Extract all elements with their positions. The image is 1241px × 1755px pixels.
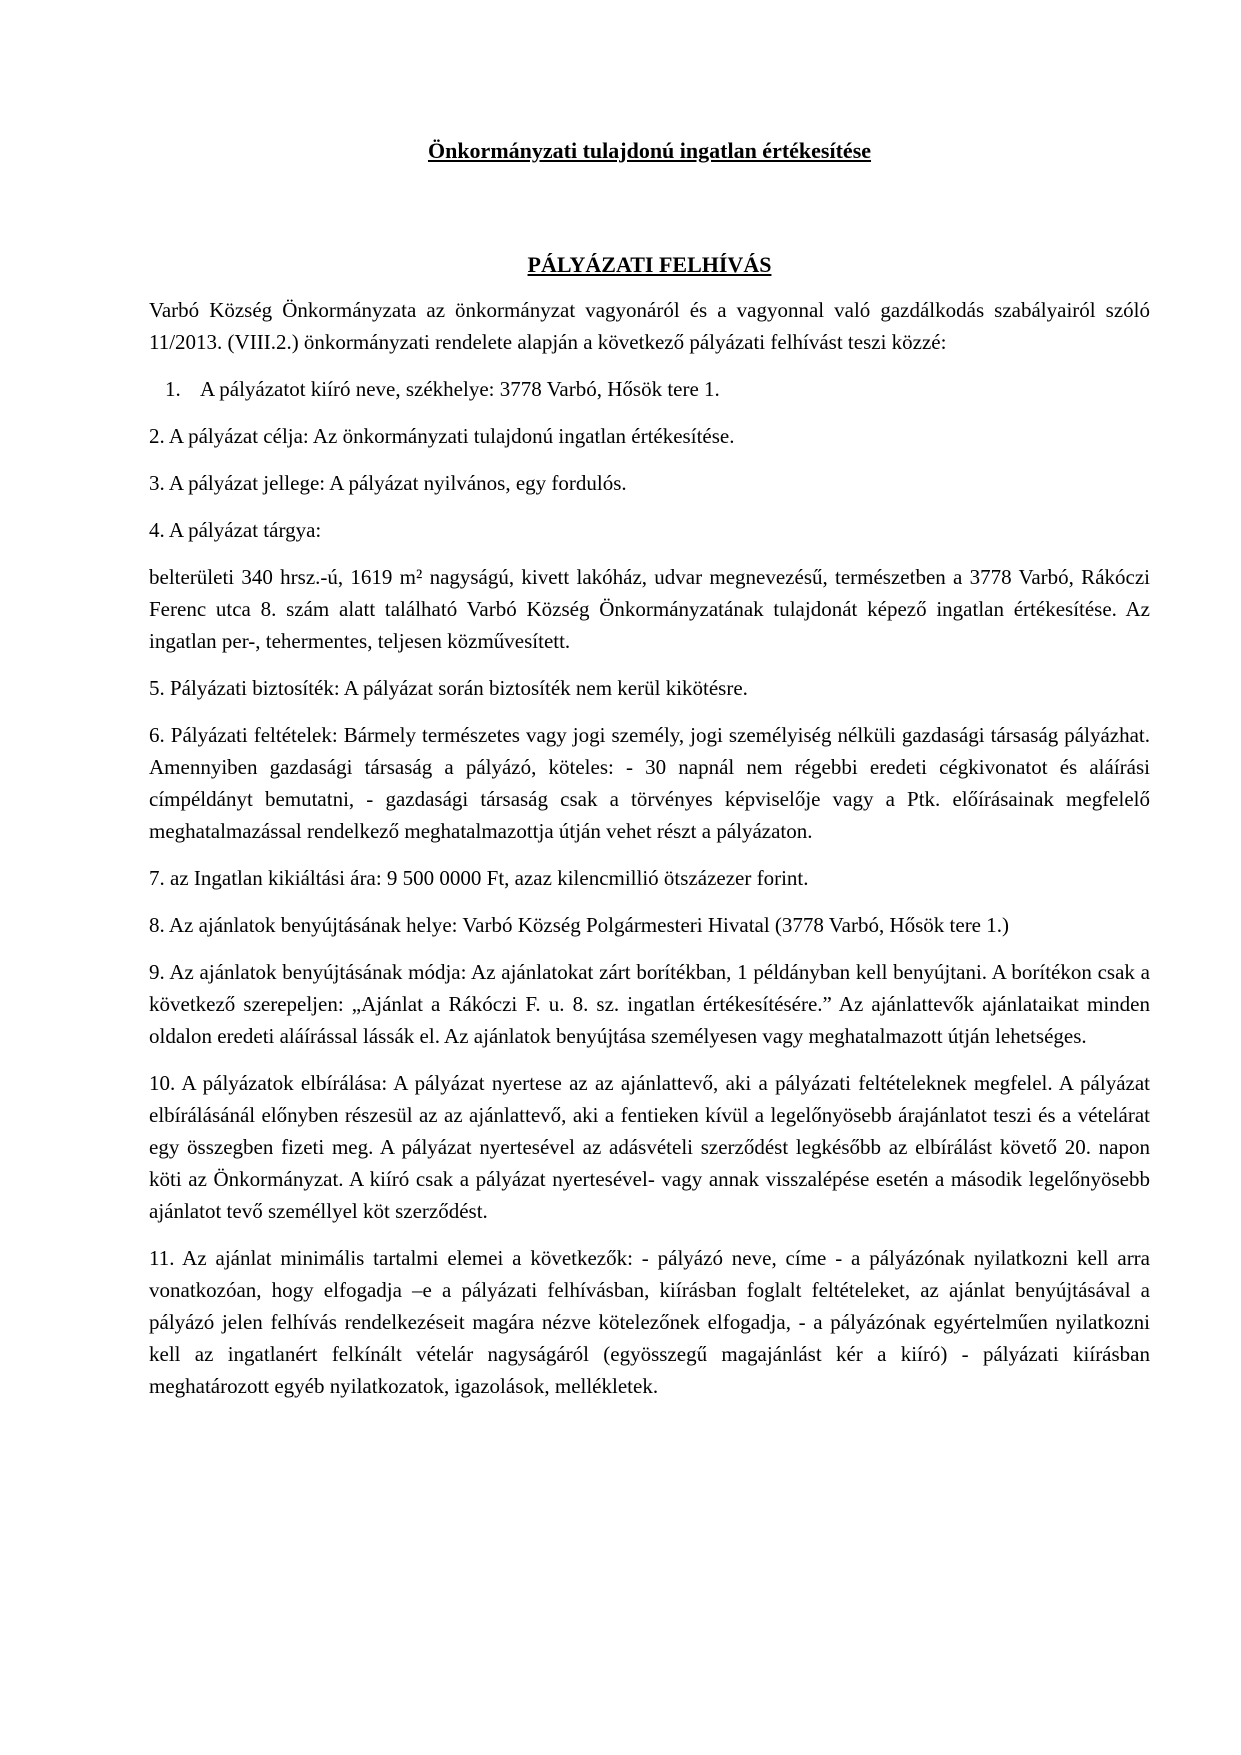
paragraph-11: 11. Az ajánlat minimális tartalmi elemei a következők: - pályázó neve, címe - a pályázónak nyilatkozni kell arra vonatkozóan, hogy elfogadja –e a pályázati felhívásban, kiírásban foglalt feltételeket, az ajánlat benyújtásával a pályázó jelen felhívás rendelkezéseit magára nézve kötelezőnek elfogadja, - a pályázónak egyértelműen nyilatkozni kell az ingatlanért felkínált vételár nagyságáról (egyösszegű magajánlást kér a kiíró) - pályázati kiírásban meghatározott egyéb nyilatkozatok, igazolások, mellékletek. — [149, 1246, 1150, 1398]
paragraph-7: 7. az Ingatlan kikiáltási ára: 9 500 0000 Ft, azaz kilencmillió ötszázezer forint. — [149, 866, 809, 890]
paragraph-8: 8. Az ajánlatok benyújtásának helye: Varbó Község Polgármesteri Hivatal (3778 Varbó, Hősök tere 1.) — [149, 913, 1009, 937]
intro-paragraph: Varbó Község Önkormányzata az önkormányzat vagyonáról és a vagyonnal való gazdálkodás szabályairól szóló 11/2013. (VIII.2.) önkormányzati rendelete alapján a következő pályázati felhívást teszi közzé: — [149, 298, 1150, 354]
paragraph-9: 9. Az ajánlatok benyújtásának módja: Az ajánlatokat zárt borítékban, 1 példányban kell benyújtani. A borítékon csak a következő szerepeljen: „Ajánlat a Rákóczi F. u. 8. sz. ingatlan értékesítésére.” Az ajánlattevők ajánlataikat minden oldalon eredeti aláírással lássák el. Az ajánlatok benyújtása személyesen vagy meghatalmazott útján lehetséges. — [149, 960, 1150, 1048]
paragraph-6: 6. Pályázati feltételek: Bármely természetes vagy jogi személy, jogi személyiség nélküli gazdasági társaság pályázhat. Amennyiben gazdasági társaság a pályázó, köteles: - 30 napnál nem régebbi eredeti cégkivonatot és aláírási címpéldányt bemutatni, - gazdasági társaság csak a törvényes képviselője vagy a Ptk. előírásainak megfelelő meghatalmazással rendelkező meghatalmazottja útján vehet részt a pályázaton. — [149, 723, 1150, 843]
paragraph-4: 4. A pályázat tárgya: — [149, 518, 322, 542]
paragraph-10: 10. A pályázatok elbírálása: A pályázat nyertese az az ajánlattevő, aki a pályázati feltételeknek megfelel. A pályázat elbírálásánál előnyben részesül az az ajánlattevő, aki a fentieken kívül a legelőnyösebb árajánlatot teszi és a vételárat egy összegben fizeti meg. A pályázat nyertesével az adásvételi szerződést legkésőbb az elbírálást követő 20. napon köti az Önkormányzat. A kiíró csak a pályázat nyertesével- vagy annak visszalépése esetén a második legelőnyösebb ajánlatot tevő személlyel köt szerződést. — [149, 1071, 1150, 1223]
list-item-number: 1. — [165, 377, 181, 401]
numbered-list-item-1 — [149, 373, 1150, 405]
list-item-text: A pályázatot kiíró neve, székhelye: 3778 Varbó, Hősök tere 1. — [200, 377, 720, 401]
document-subtitle: PÁLYÁZATI FELHÍVÁS — [527, 252, 772, 277]
document-title: Önkormányzati tulajdonú ingatlan értékesítése — [427, 138, 872, 163]
paragraph-4-body: belterületi 340 hrsz.-ú, 1619 m² nagyságú, kivett lakóház, udvar megnevezésű, természetben a 3778 Varbó, Rákóczi Ferenc utca 8. szám alatt található Varbó Község Önkormányzatának tulajdonát képező ingatlan értékesítése. Az ingatlan per-, tehermentes, teljesen közművesített. — [149, 565, 1150, 653]
paragraph-3: 3. A pályázat jellege: A pályázat nyilvános, egy fordulós. — [149, 471, 627, 495]
paragraph-2: 2. A pályázat célja: Az önkormányzati tulajdonú ingatlan értékesítése. — [149, 424, 735, 448]
paragraph-5: 5. Pályázati biztosíték: A pályázat során biztosíték nem kerül kikötésre. — [149, 676, 748, 700]
